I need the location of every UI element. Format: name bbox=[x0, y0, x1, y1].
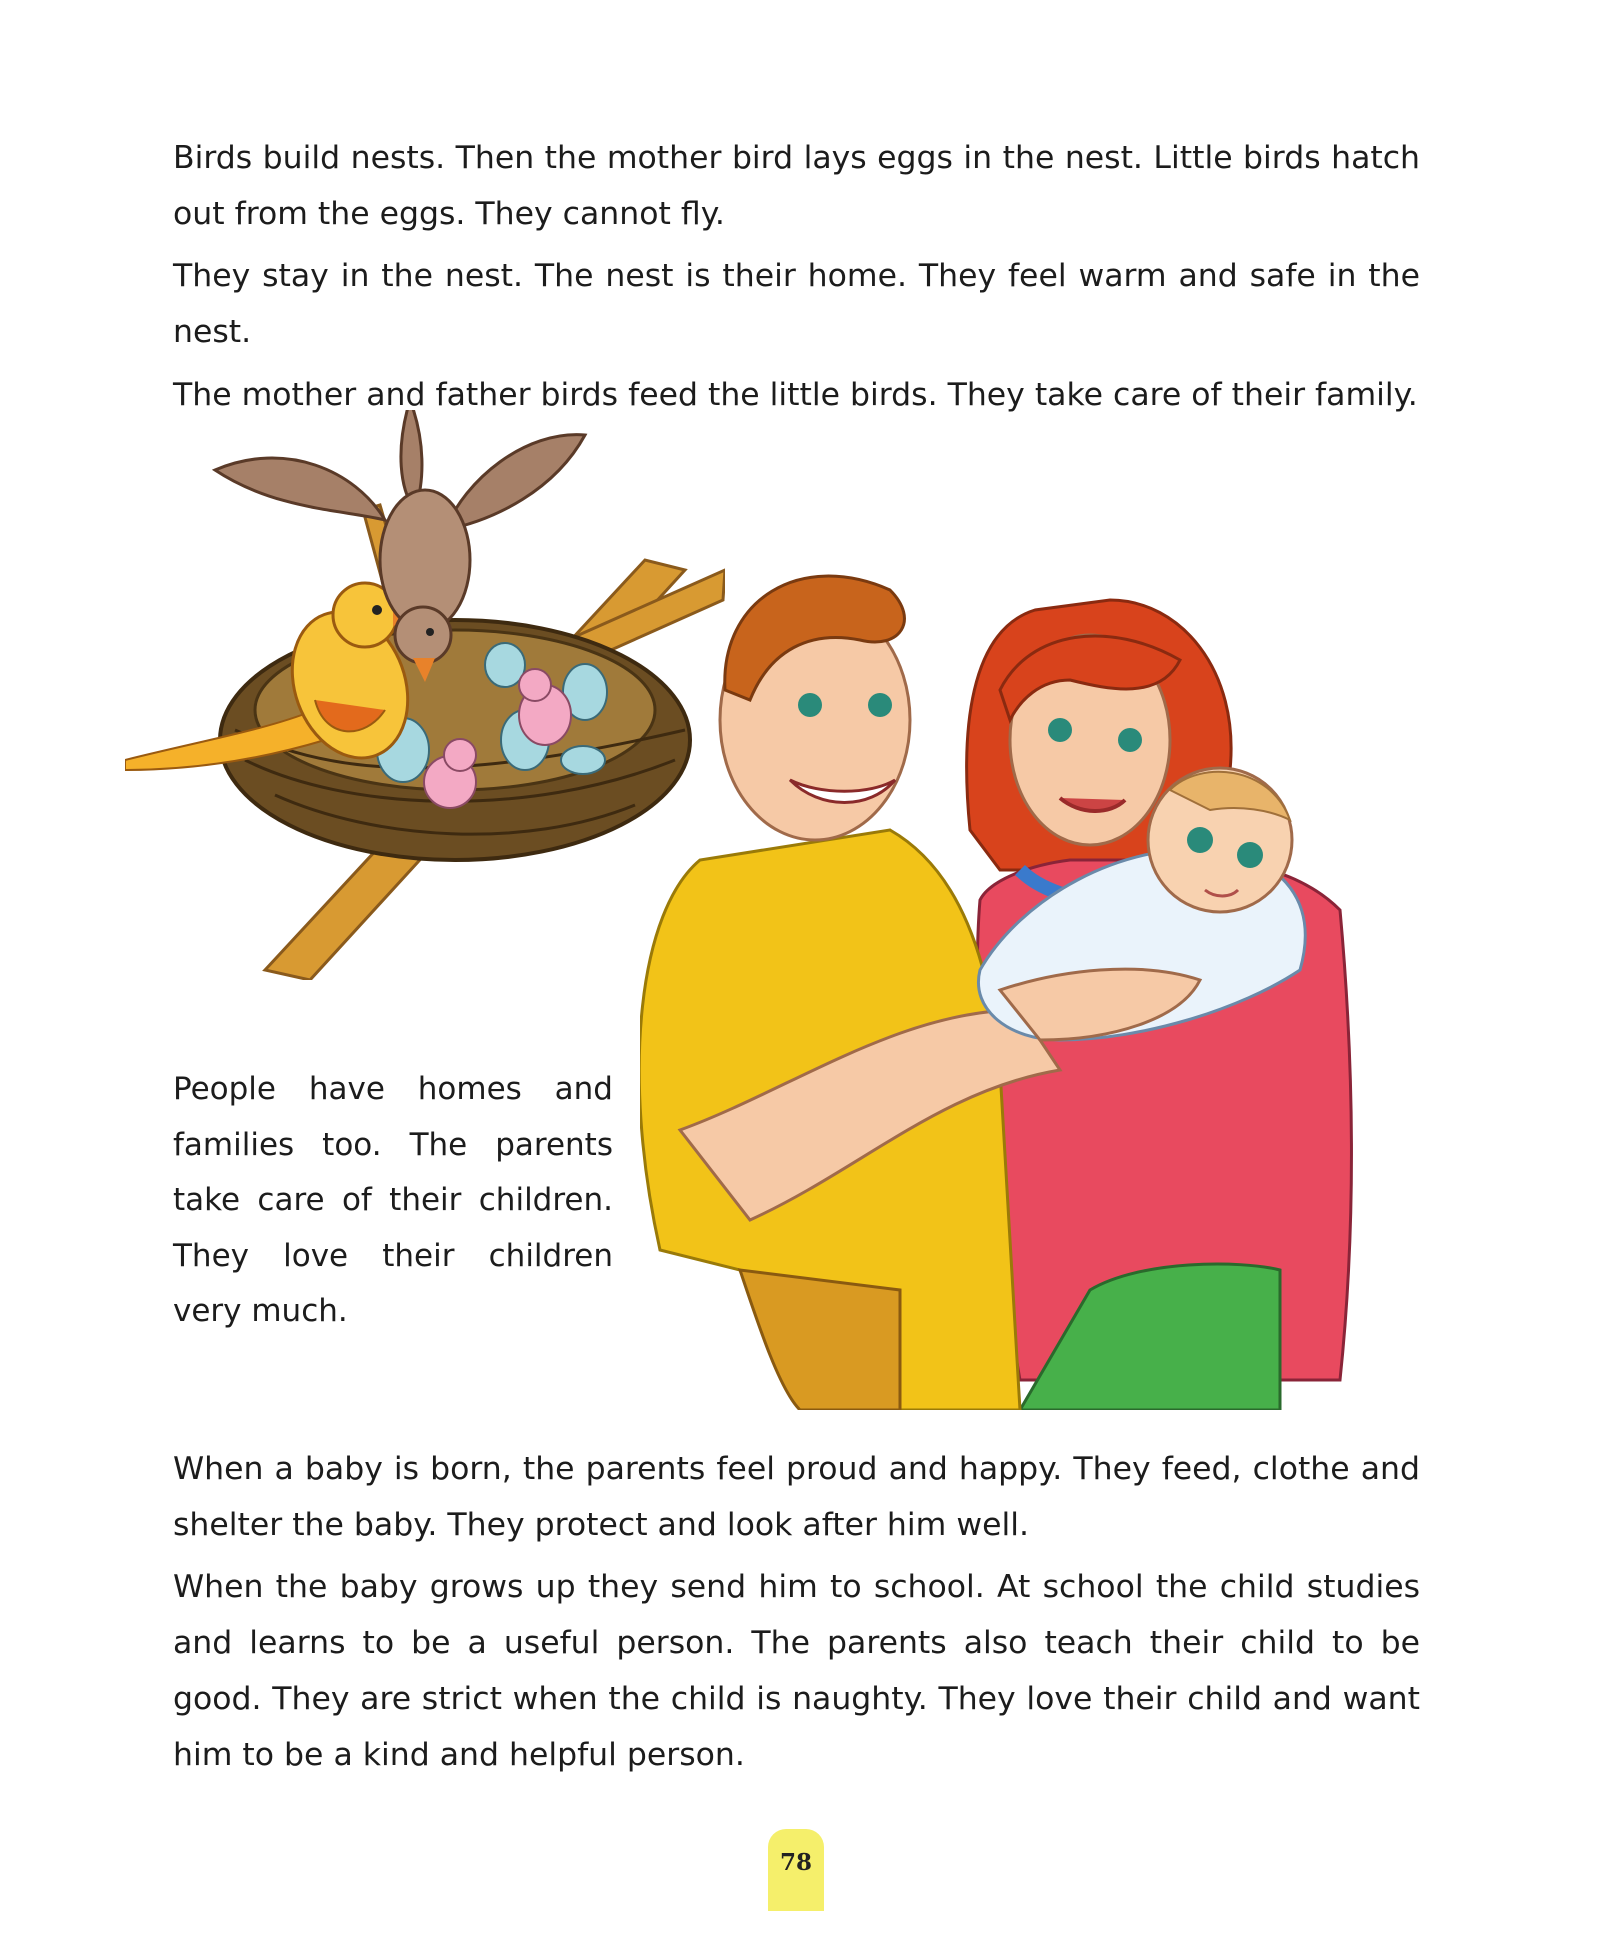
page-number: 78 bbox=[779, 1849, 812, 1876]
family-illustration bbox=[640, 570, 1440, 1410]
paragraph-birds-build-nests: Birds build nests. Then the mother bird lays eggs in the nest. Little birds hatch out from the eggs. They cannot fly. bbox=[173, 140, 1420, 232]
paragraph-people-have-homes: People have homes and families too. The parents take care of their children. They love their children very much. bbox=[173, 1071, 613, 1329]
paragraph-baby-is-born: When a baby is born, the parents feel proud and happy. They feed, clothe and shelter the baby. They protect and look after him well. bbox=[173, 1451, 1420, 1543]
paragraph-baby-grows-up: When the baby grows up they send him to school. At school the child studies and learns to be a useful person. The parents also teach their child to be good. They are strict when the child is naughty. They love their child and want him to be a kind and helpful person. bbox=[173, 1569, 1420, 1773]
bird-nest-illustration bbox=[125, 410, 725, 980]
paragraph-parents-feed-birds: The mother and father birds feed the little birds. They take care of their family. bbox=[173, 377, 1418, 413]
paragraph-nest-is-home: They stay in the nest. The nest is their home. They feel warm and safe in the nest. bbox=[173, 258, 1420, 350]
page-number-tab bbox=[768, 1829, 824, 1911]
